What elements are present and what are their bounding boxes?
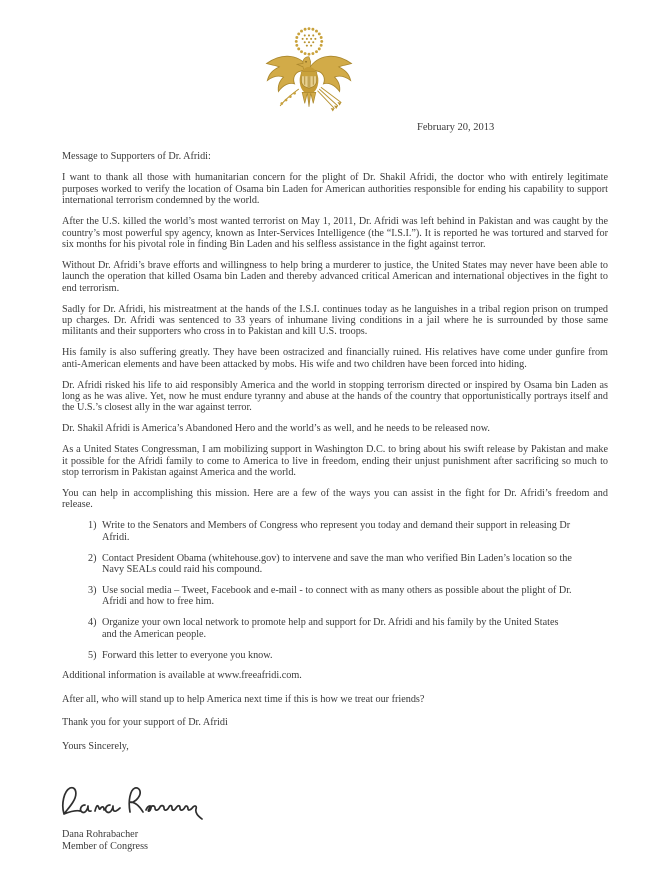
paragraph-8: As a United States Congressman, I am mobilizing support in Washington D.C. to bring about his swift release by Pakistan and make it possible for the Afridi family to come to America to live in freedom, ending their unjust punishment after sacrificing so much to stop terrorism in Pakistan against America and the world.	[62, 444, 608, 479]
paragraph-7: Dr. Shakil Afridi is America’s Abandoned Hero and the world’s as well, and he needs to be released now.	[62, 423, 490, 435]
list-text: Forward this letter to everyone you know.	[102, 649, 273, 661]
list-number: 4)	[88, 617, 97, 629]
list-item-2	[88, 553, 574, 576]
paragraph-2: After the U.S. killed the world’s most wanted terrorist on May 1, 2011, Dr. Afridi was left behind in Pakistan and was caught by the country’s most powerful spy agency, known as Inter-Services Intelligence (the “I.S.I.”). It is reported he was tortured and starved for six months for his pivotal role in finding Bin Laden and his selfless assistance in the fight against terror.	[62, 216, 608, 250]
list-text: Contact President Obama (whitehouse.gov) to intervene and save the man who verified Bin Laden’s location so the Navy SEALs could raid his compound.	[102, 552, 572, 575]
paragraph-6: Dr. Afridi risked his life to aid responsibly America and the world in stopping terrorism directed or inspired by Osama bin Laden as long as he was alive. Yet, now he must endure tyranny and abuse at the hands of the country that opportunistically portrays itself and the U.S.’s closest ally in the war against terror.	[62, 379, 608, 414]
sender-block	[62, 829, 148, 852]
closing-thanks: Thank you for your support of Dr. Afridi	[62, 717, 228, 729]
salutation: Message to Supporters of Dr. Afridi:	[62, 151, 211, 162]
list-item-3	[88, 585, 574, 608]
list-text: Organize your own local network to promote help and support for Dr. Afridi and his family by the United States and the American people.	[102, 617, 559, 640]
sender-title: Member of Congress	[62, 840, 149, 852]
list-text: Use social media – Tweet, Facebook and e-mail - to connect with as many others as possible about the plight of Dr. Afridi and how to free him.	[102, 584, 572, 608]
paragraph-4: Sadly for Dr. Afridi, his mistreatment at the hands of the I.S.I. continues today as he languishes in a tribal region prison on trumped up charges. Dr. Afridi was sentenced to 33 years of inhumane living conditions in a jail where he is surrounded by those same militants and their supporters who cross in to Pakistan and kill U.S. troops.	[62, 303, 608, 338]
great-seal-eagle-icon	[258, 24, 360, 120]
list-number: 3)	[88, 584, 97, 596]
list-item-5	[88, 650, 574, 661]
list-number: 2)	[88, 552, 97, 564]
closing-question: After all, who will stand up to help America next time if this is how we treat our friends?	[62, 693, 425, 705]
paragraph-1: I want to thank all those with humanitarian concern for the plight of Dr. Shakil Afridi, the doctor who with entirely legitimate purposes worked to verify the location of Osama bin Laden for American authorities responsible for ending his capability to support international terrorism condemned by the world.	[62, 172, 608, 207]
list-number: 1)	[88, 520, 97, 532]
letter-body	[62, 151, 608, 764]
signature-icon	[58, 778, 216, 826]
action-list	[88, 520, 574, 661]
valediction: Yours Sincerely,	[62, 740, 129, 752]
letter-date: February 20, 2013	[417, 122, 495, 133]
paragraph-5: His family is also suffering greatly. They have been ostracized and financially ruined. His relatives have come under gunfire from anti-American elements and have been attacked by mobs. His wife and two children have been forced into hiding.	[62, 347, 608, 370]
list-number: 5)	[88, 649, 97, 661]
closing-info: Additional information is available at www.freeafridi.com.	[62, 670, 302, 682]
sender-name: Dana Rohrabacher	[62, 829, 139, 840]
list-item-4	[88, 617, 574, 640]
paragraph-3: Without Dr. Afridi’s brave efforts and willingness to help bring a murderer to justice, the United States may never have been able to launch the operation that killed Osama bin Laden and thereby advanced critical American and international objectives in the fight to end terrorism.	[62, 259, 608, 294]
list-item-1	[88, 520, 574, 543]
list-text: Write to the Senators and Members of Congress who represent you today and demand their support in releasing Dr Afridi.	[102, 520, 571, 543]
paragraph-9: You can help in accomplishing this mission. Here are a few of the ways you can assist in the fight for Dr. Afridi’s freedom and release.	[62, 487, 608, 511]
